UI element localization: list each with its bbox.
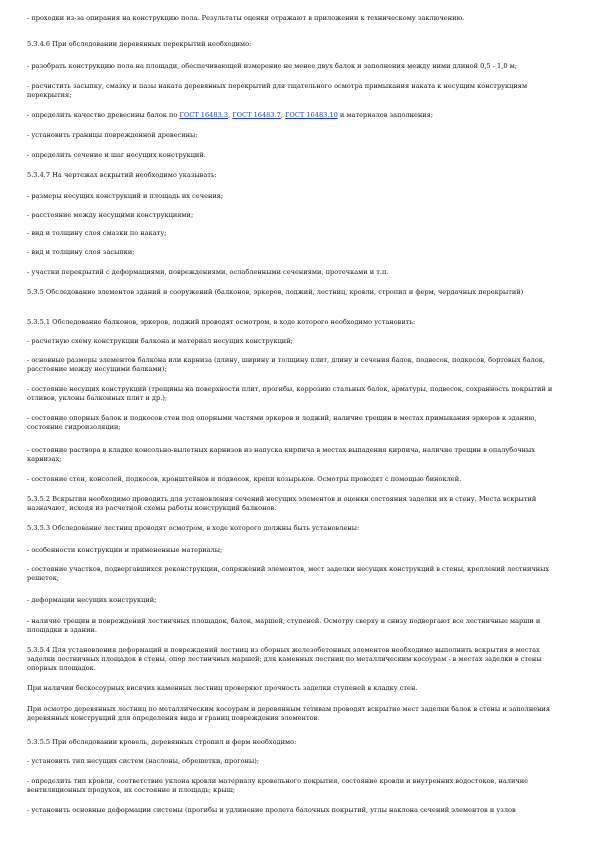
list-item: - деформации несущих конструкций; bbox=[27, 596, 157, 604]
list-item: - вид и толщину слоя засыпки; bbox=[27, 248, 135, 256]
separator: , bbox=[228, 111, 233, 119]
gost-16483-3-link[interactable]: ГОСТ 16483.3 bbox=[179, 111, 229, 119]
gost-16483-10-link[interactable]: ГОСТ 16483.10 bbox=[285, 111, 338, 119]
list-item: - расчистить засыпку, смазку и пазы наката деревянных перекрытий для тщательного осмотра примыкания наката к несущим конструкциям перекрытия; bbox=[27, 82, 528, 99]
section-heading: 5.3.5.5 При обследовании кровель, деревянных стропил и ферм необходимо: bbox=[27, 738, 297, 746]
paragraph: При наличии бескосоурных висячих каменных лестниц проверяют прочность заделки ступеней в кладку стен. bbox=[27, 684, 418, 692]
section-heading: 5.3.4.7 На чертежах вскрытий необходимо указывать: bbox=[27, 171, 217, 179]
section-heading: 5.3.4.6 При обследовании деревянных перекрытий необходимо: bbox=[27, 40, 252, 48]
list-item: - состояние опорных балок и подкосов стен под опорными частями эркеров и лоджий, наличие трещин в местах примыкания эркеров к зданию, состояние гидроизоляции; bbox=[27, 414, 537, 431]
gost-16483-7-link[interactable]: ГОСТ 16483.7 bbox=[232, 111, 281, 119]
list-item: - установить основные деформации системы (прогибы и удлинение пролета балочных покрытий, углы наклона сечений элементов и узлов bbox=[27, 806, 516, 814]
list-item: - состояние участков, подвергавшихся реконструкции, сопряжений элементов, мест заделки несущих конструкций в стены, креплений лестничных решеток; bbox=[27, 565, 550, 582]
list-item: - состояние раствора в кладке консольно-вылетных карнизов из напуска кирпича в местах выпадения кирпича, наличие трещин в опалубочных карнизах; bbox=[27, 446, 535, 463]
list-item: - установить тип несущих систем (наслоны, обрешетки, прогоны); bbox=[27, 757, 260, 765]
paragraph: - проходки из-за опирания на конструкцию пола. Результаты оценки отражают в приложении к техническому заключению. bbox=[27, 14, 465, 22]
list-item-text: и материалов заполнения; bbox=[337, 111, 434, 119]
list-item-text: - определить качество древесины балок по bbox=[27, 111, 180, 119]
list-item: - особенности конструкции и примененные материалы; bbox=[27, 546, 223, 554]
list-item bbox=[27, 111, 567, 120]
list-item: - расчетную схему конструкции балкона и материал несущих конструкций; bbox=[27, 337, 293, 345]
section-heading: 5.3.5.1 Обследование балконов, эркеров, лоджий проводят осмотром, в ходе которого необходимо установить: bbox=[27, 318, 416, 326]
list-item: - наличие трещин и повреждений лестничных площадок, балок, маршей, ступеней. Осмотру сверху и снизу подвергают все лестничные марши и площадки в здании. bbox=[27, 617, 541, 634]
paragraph: 5.3.5.2 Вскрытия необходимо проводить для установления сечений несущих элементов и оценки состояния заделки их в стену. Места вскрытий назначают, исходя из расчетной схемы работы конструкций балконов. bbox=[27, 495, 537, 512]
list-item: - установить границы поврежденной древесины; bbox=[27, 131, 198, 139]
list-item: - основные размеры элементов балкона или карниза (длину, ширину и толщину плит, длину и сечения балок, подвесок, подкосов, бортовых балок, расстояние между несущими балками); bbox=[27, 356, 545, 373]
separator: , bbox=[280, 111, 286, 119]
list-item: - участки перекрытий с деформациями, повреждениями, ослабленными сечениями, протечками и т.п. bbox=[27, 268, 389, 276]
paragraph: При осмотре деревянных лестниц по металлическим косоурам и деревянным тетивам проводят вскрытие мест заделки балок в стены и заполнения деревянных конструкций для определения вида и границ повреждения элементов. bbox=[27, 705, 551, 722]
list-item: - расстояние между несущими конструкциями; bbox=[27, 211, 194, 219]
list-item: - состояние несущих конструкций (трещины на поверхности плит, прогибы, коррозию стальных балок, арматуры, подвесок, сохранность покрытий и отливов, уклоны балконных плит и др.); bbox=[27, 385, 553, 402]
list-item: - состояние стен, консолей, подкосов, кронштейнов и подвесок, крепи козырьков. Осмотры проводят с помощью биноклей. bbox=[27, 475, 462, 483]
section-heading: 5.3.5 Обследование элементов зданий и сооружений (балконов, эркеров, лоджий, лестниц, кровли, стропил и ферм, чердачных перекрытий) bbox=[27, 288, 524, 296]
list-item: - определить тип кровли, соответствие уклона кровли материалу кровельного покрытия, состояние кровли и внутренних водостоков, наличие вентиляционных продухов, их состояние и площадь; крыш; bbox=[27, 777, 529, 794]
list-item: - определить сечение и шаг несущих конструкций. bbox=[27, 151, 206, 159]
list-item: - размеры несущих конструкций и площадь их сечения; bbox=[27, 192, 224, 200]
list-item: - разобрать конструкцию пола на площади, обеспечивающей измерение не менее двух балок и заполнения между ними длиной 0,5 - 1,0 м; bbox=[27, 62, 517, 70]
section-heading: 5.3.5.3 Обследование лестниц проводят осмотром, в ходе которого должны быть установлены: bbox=[27, 524, 360, 532]
paragraph: 5.3.5.4 Для установления деформаций и повреждений лестниц из сборных железобетонных элементов необходимо выполнить вскрытия в местах заделки лестничных площадок в стены, опор лестничных маршей; для каменных лестниц по металлическим косоурам - в местах заделки в стены опорных площадок. bbox=[27, 646, 542, 672]
list-item: - вид и толщину слоя смазки по накату; bbox=[27, 229, 167, 237]
